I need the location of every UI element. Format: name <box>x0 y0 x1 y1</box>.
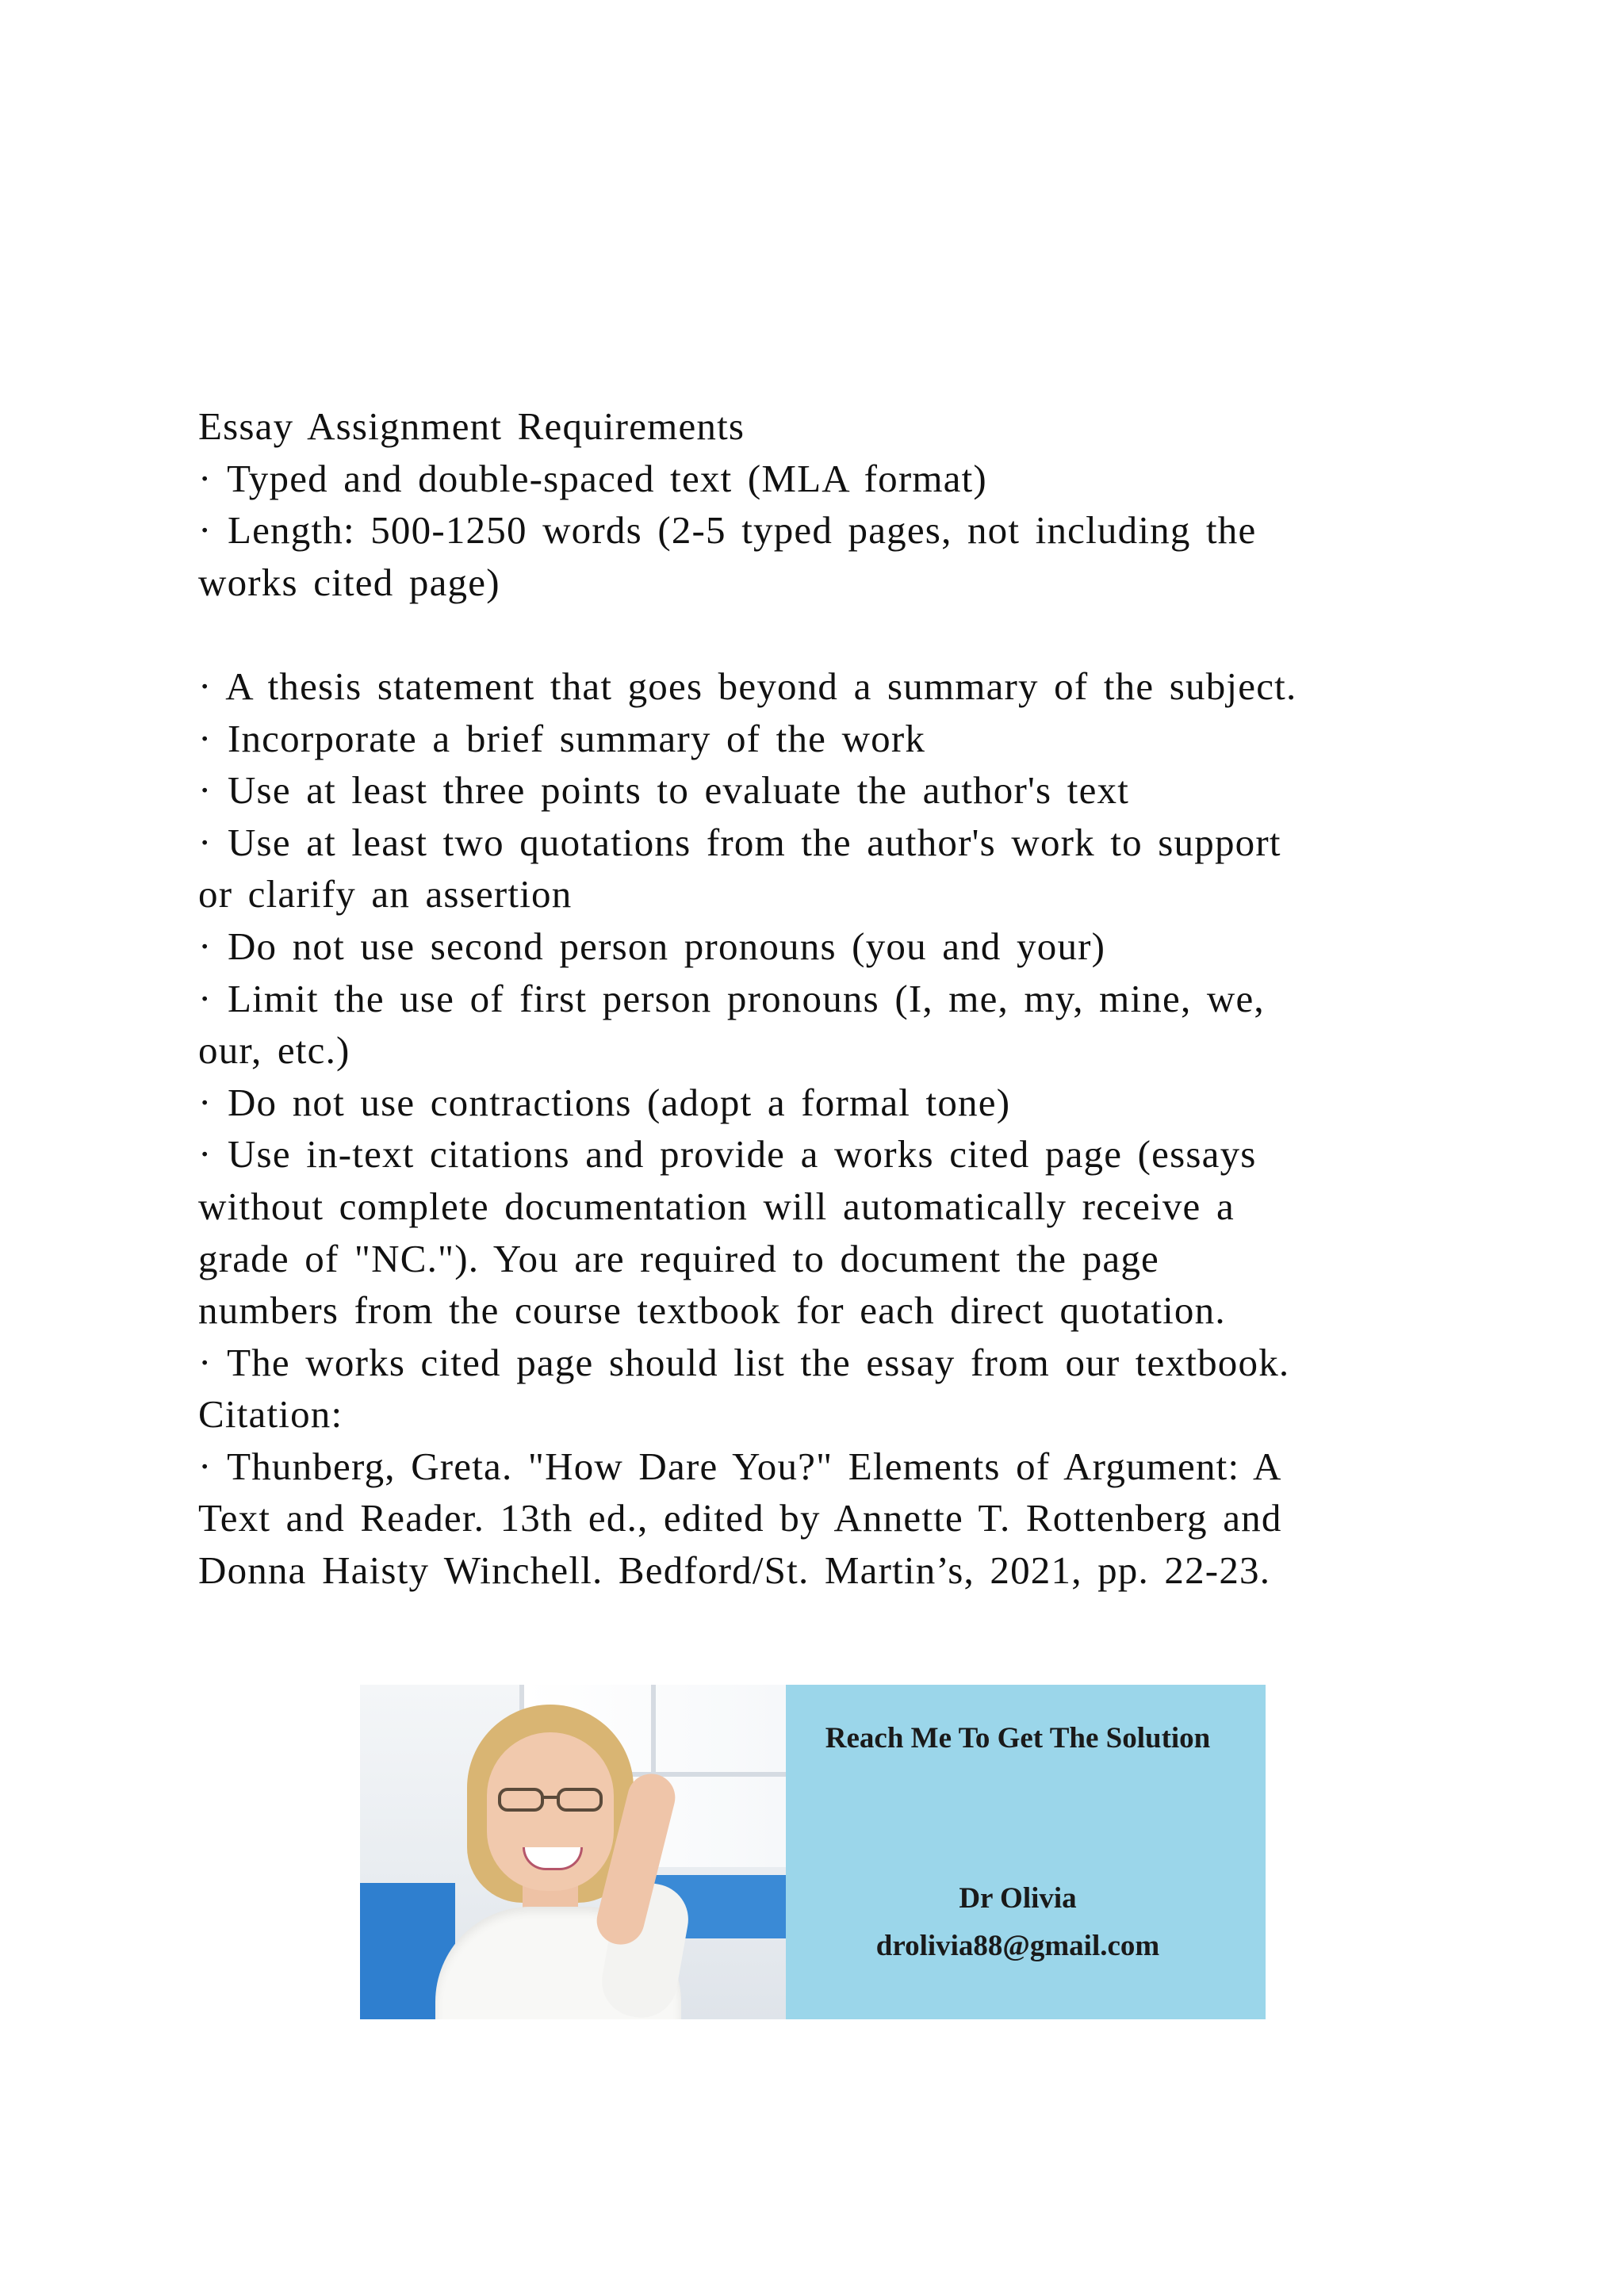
requirement-line: · Limit the use of first person pronouns (I, me, my, mine, we, <box>198 976 1265 1020</box>
citation-line: · Thunberg, Greta. "How Dare You?" Elements of Argument: A <box>198 1444 1282 1488</box>
requirement-line: · Do not use contractions (adopt a formal tone) <box>198 1080 1011 1124</box>
requirement-line: · A thesis statement that goes beyond a summary of the subject. <box>198 664 1297 708</box>
requirement-line: grade of "NC."). You are required to document the page <box>198 1236 1159 1280</box>
requirement-line: our, etc.) <box>198 1028 350 1073</box>
citation-heading: Citation: <box>198 1392 343 1437</box>
document-title: Essay Assignment Requirements <box>198 404 745 448</box>
assignment-text <box>198 400 1435 1597</box>
contact-name: Dr Olivia <box>959 1882 1077 1915</box>
citation-line: Donna Haisty Winchell. Bedford/St. Martin’s, 2021, pp. 22-23. <box>198 1548 1271 1593</box>
glasses-icon <box>496 1786 604 1813</box>
contact-email: drolivia88@gmail.com <box>875 1930 1160 1962</box>
requirement-line: works cited page) <box>198 560 500 604</box>
requirement-line: or clarify an assertion <box>198 872 573 916</box>
requirement-line: · The works cited page should list the essay from our textbook. <box>198 1340 1290 1384</box>
requirement-line: · Typed and double-spaced text (MLA format) <box>198 456 987 500</box>
requirement-line: · Use at least two quotations from the author's work to support <box>198 820 1281 864</box>
requirement-line: · Incorporate a brief summary of the work <box>198 716 926 760</box>
paragraph-gap <box>198 608 1435 660</box>
requirement-line: · Do not use second person pronouns (you and your) <box>198 924 1106 968</box>
woman-photo <box>360 1685 786 2019</box>
contact-panel <box>786 1685 1266 2019</box>
citation-line: Text and Reader. 13th ed., edited by Annette T. Rottenberg and <box>198 1496 1282 1540</box>
contact-banner <box>360 1685 1266 2019</box>
cta-text: Reach Me To Get The Solution <box>825 1722 1211 1755</box>
requirement-line: · Length: 500-1250 words (2-5 typed pages, not including the <box>198 508 1257 553</box>
requirement-line: numbers from the course textbook for each direct quotation. <box>198 1288 1226 1333</box>
requirement-line: · Use at least three points to evaluate the author's text <box>198 768 1130 813</box>
requirement-line: · Use in-text citations and provide a works cited page (essays <box>198 1132 1257 1177</box>
requirement-line: without complete documentation will automatically receive a <box>198 1184 1235 1228</box>
